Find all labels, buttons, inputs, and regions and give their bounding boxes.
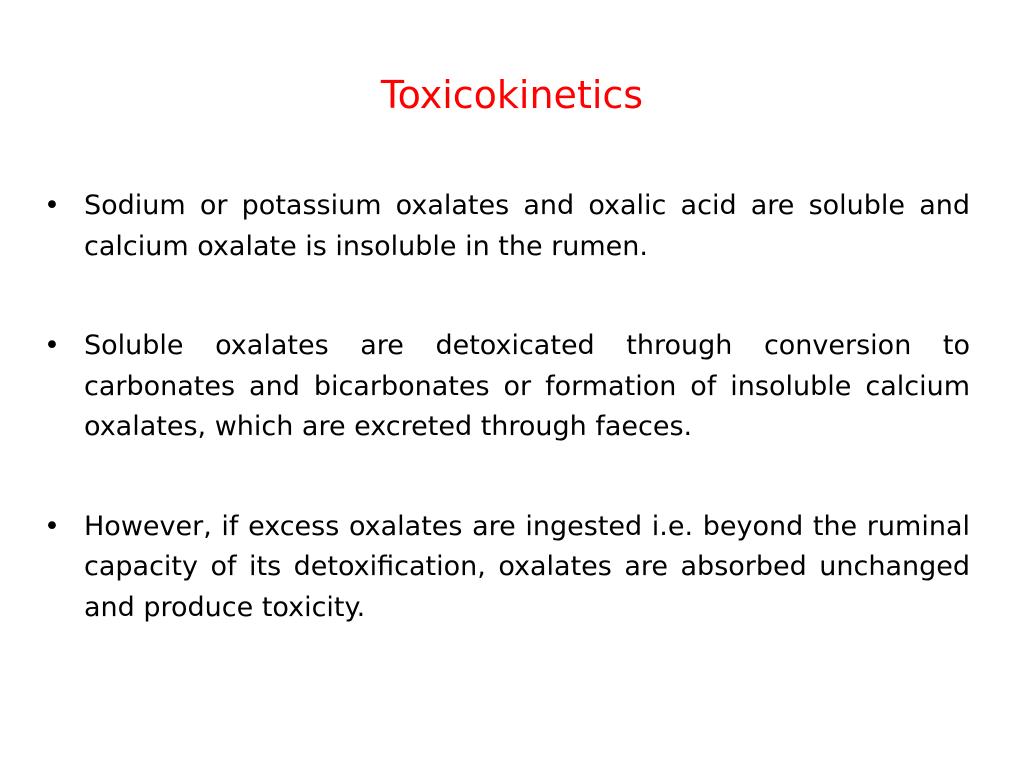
bullet-text: Soluble oxalates are detoxicated through conversion to carbonates and bicarbonates or formation of insoluble calcium oxalates, which are excreted through faeces. xyxy=(84,330,970,442)
bullet-item xyxy=(44,326,970,448)
bullet-icon: • xyxy=(44,510,60,542)
bullet-icon: • xyxy=(44,330,60,361)
bullet-text: Sodium or potassium oxalates and oxalic acid are soluble and calcium oxalate is insoluble in the rumen. xyxy=(84,190,970,262)
bullet-item xyxy=(44,186,970,267)
bullet-icon: • xyxy=(44,190,60,221)
bullet-list xyxy=(44,186,970,628)
bullet-item xyxy=(44,507,970,629)
slide-title: Toxicokinetics xyxy=(380,73,644,117)
bullet-text: However, if excess oxalates are ingested i.e. beyond the ruminal capacity of its detoxification, oxalates are absorbed unchanged and produce toxicity. xyxy=(84,510,970,623)
